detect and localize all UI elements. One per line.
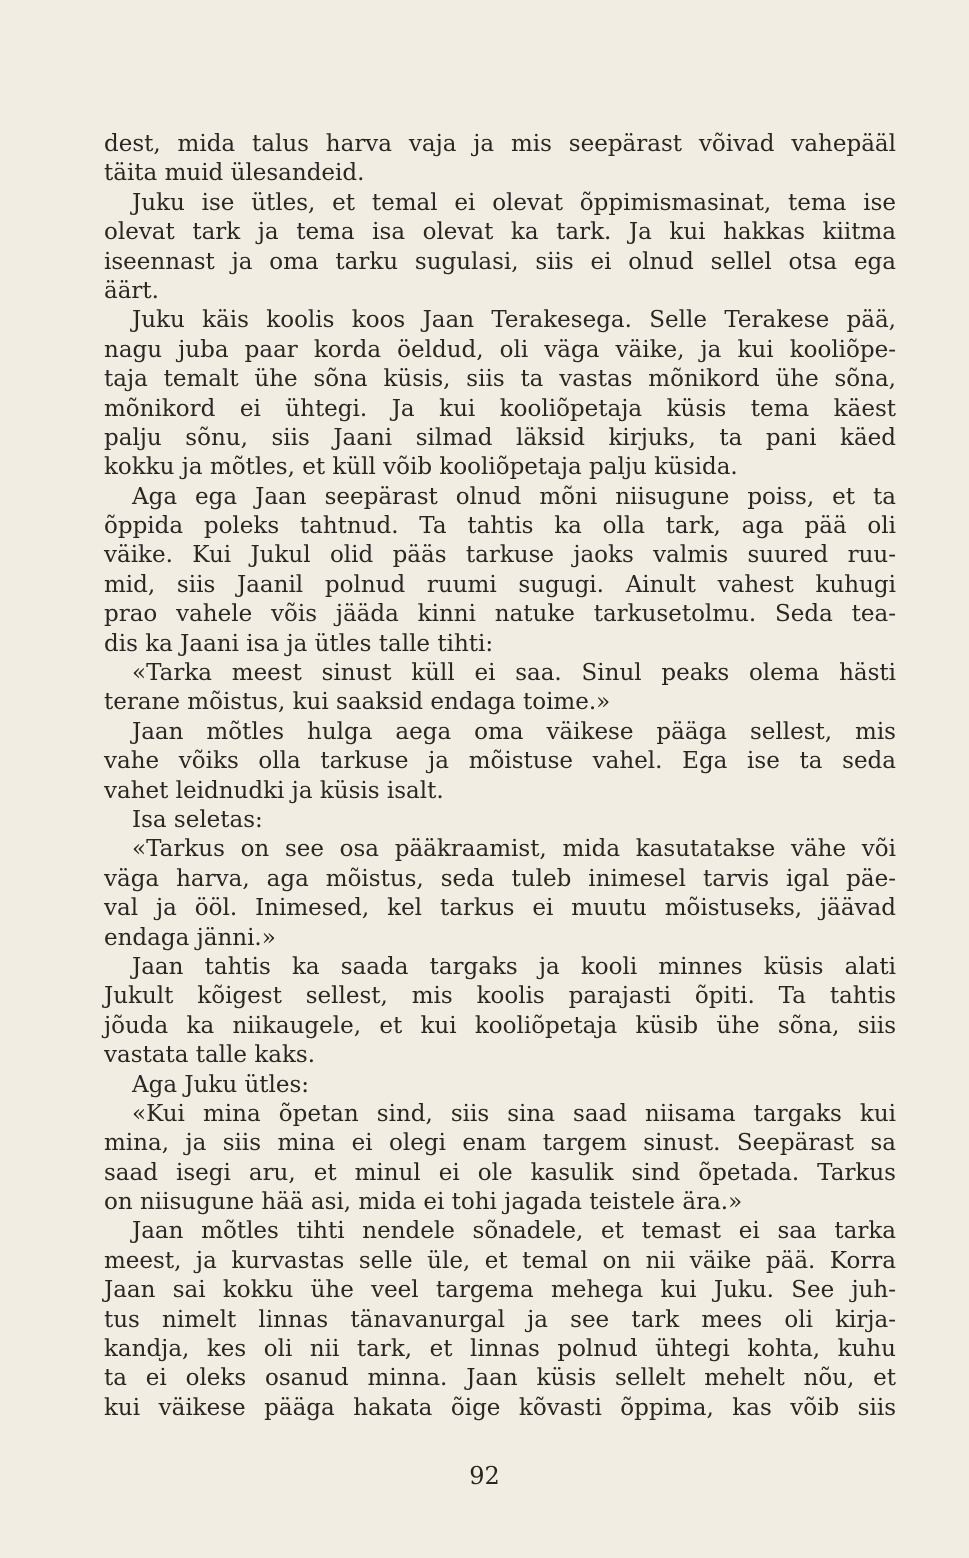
text-line: väga harva, aga mõistus, seda tuleb inimesel tarvis igal päe- — [104, 865, 896, 892]
text-line: mõnikord ei ühtegi. Ja kui kooliõpetaja küsis tema käest — [104, 395, 896, 422]
text-line: Juku käis koolis koos Jaan Terakesega. Selle Terakese pää, — [132, 307, 896, 334]
text-line: Aga Juku ütles: — [132, 1071, 310, 1098]
text-line: täita muid ülesandeid. — [104, 160, 365, 187]
text-line: vahet leidnudki ja küsis isalt. — [104, 777, 444, 804]
text-line: Jaan mõtles hulga aega oma väikese pääga sellest, mis — [132, 718, 896, 745]
text-line: on niisugune hää asi, mida ei tohi jagada teistele ära.» — [104, 1189, 743, 1216]
text-line: «Kui mina õpetan sind, siis sina saad niisama targaks kui — [132, 1100, 896, 1127]
page-number: 92 — [469, 1462, 500, 1490]
text-line: õppida poleks tahtnud. Ta tahtis ka olla tark, aga pää oli — [104, 513, 896, 540]
text-line: Isa seletas: — [132, 806, 263, 833]
text-line: palju sõnu, siis Jaani silmad läksid kirjuks, ta pani käed — [104, 424, 896, 451]
text-line: kui väikese pääga hakata õige kõvasti õppima, kas võib siis — [104, 1394, 896, 1421]
text-line: «Tarka meest sinust küll ei saa. Sinul peaks olema hästi — [132, 660, 896, 687]
text-line: val ja ööl. Inimesed, kel tarkus ei muutu mõistuseks, jäävad — [104, 895, 896, 922]
text-line: ta ei oleks osanud minna. Jaan küsis sellelt mehelt nõu, et — [104, 1365, 896, 1392]
text-line: vastata talle kaks. — [104, 1042, 316, 1069]
text-line: tus nimelt linnas tänavanurgal ja see tark mees oli kirja- — [104, 1306, 896, 1333]
text-line: Jaan tahtis ka saada targaks ja kooli minnes küsis alati — [132, 953, 896, 980]
text-line: taja temalt ühe sõna küsis, siis ta vastas mõnikord ühe sõna, — [104, 366, 896, 393]
text-line: kandja, kes oli nii tark, et linnas polnud ühtegi kohta, kuhu — [104, 1336, 896, 1363]
text-line: väike. Kui Jukul olid pääs tarkuse jaoks valmis suured ruu- — [104, 542, 896, 569]
text-line: meest, ja kurvastas selle üle, et temal on nii väike pää. Korra — [104, 1247, 896, 1274]
text-line: saad isegi aru, et minul ei ole kasulik sind õpetada. Tarkus — [104, 1159, 896, 1186]
text-line: dest, mida talus harva vaja ja mis seepärast võivad vahepääl — [104, 131, 896, 157]
text-line: olevat tark ja tema isa olevat ka tark. Ja kui hakkas kiitma — [104, 219, 896, 246]
text-line: vahe võiks olla tarkuse ja mõistuse vahel. Ega ise ta seda — [104, 748, 896, 775]
text-line: kokku ja mõtles, et küll võib kooliõpetaja palju küsida. — [104, 454, 738, 481]
text-line: nagu juba paar korda öeldud, oli väga väike, ja kui kooliõpe- — [104, 336, 896, 363]
text-line: Jaan sai kokku ühe veel targema mehega kui Juku. See juh- — [104, 1277, 896, 1304]
text-line: prao vahele võis jääda kinni natuke tarkusetolmu. Seda tea- — [104, 601, 896, 628]
text-line: Jukult kõigest sellest, mis koolis parajasti õpiti. Ta tahtis — [104, 983, 896, 1010]
text-line: Juku ise ütles, et temal ei olevat õppimismasinat, tema ise — [132, 189, 896, 216]
text-line: endaga jänni.» — [104, 924, 276, 951]
text-line: Jaan mõtles tihti nendele sõnadele, et temast ei saa tarka — [132, 1218, 896, 1245]
text-line: mina, ja siis mina ei olegi enam targem sinust. Seepärast sa — [104, 1130, 896, 1157]
text-line: mid, siis Jaanil polnud ruumi sugugi. Ainult vahest kuhugi — [104, 571, 896, 598]
text-line: äärt. — [104, 277, 159, 304]
body-text — [104, 130, 896, 1423]
text-line: dis ka Jaani isa ja ütles talle tihti: — [104, 630, 494, 657]
text-line: «Tarkus on see osa pääkraamist, mida kasutatakse vähe või — [132, 836, 896, 863]
text-line: jõuda ka niikaugele, et kui kooliõpetaja küsib ühe sõna, siis — [104, 1012, 896, 1039]
text-line: terane mõistus, kui saaksid endaga toime.» — [104, 689, 611, 716]
text-line: Aga ega Jaan seepärast olnud mõni niisugune poiss, et ta — [132, 483, 896, 510]
text-line: iseennast ja oma tarku sugulasi, siis ei olnud sellel otsa ega — [104, 248, 896, 275]
